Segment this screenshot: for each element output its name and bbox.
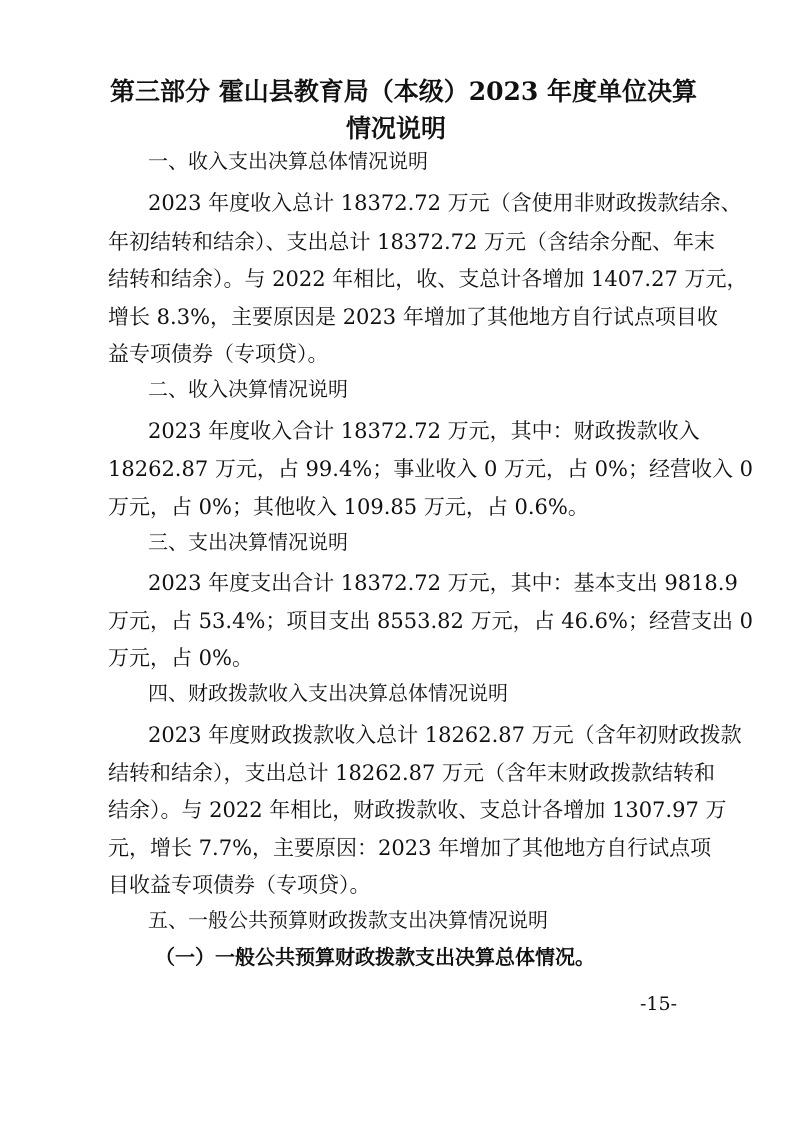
section-1-paragraph-line: 2023 年度收入总计 18372.72 万元（含使用非财政拨款结余、 (148, 191, 742, 215)
section-2-heading: 二、收入决算情况说明 (148, 377, 348, 401)
section-4-paragraph-line: 元，增长 7.7%，主要原因：2023 年增加了其他地方自行试点项 (108, 836, 712, 860)
section-1-paragraph-line: 年初结转和结余）、支出总计 18372.72 万元（含结余分配、年末 (108, 230, 716, 254)
section-2-paragraph-line: 万元，占 0%；其他收入 109.85 万元，占 0.6%。 (108, 495, 589, 519)
section-1-paragraph-line: 结转和结余）。与 2022 年相比，收、支总计各增加 1407.27 万元， (108, 267, 748, 291)
section-5-heading: 五、一般公共预算财政拨款支出决算情况说明 (148, 908, 548, 932)
section-4-paragraph-line: 结转和结余），支出总计 18262.87 万元（含年末财政拨款结转和 (108, 761, 716, 785)
section-2-paragraph-line: 18262.87 万元，占 99.4%；事业收入 0 万元，占 0%；经营收入 0 (108, 457, 753, 481)
section-3-heading: 三、支出决算情况说明 (148, 530, 348, 554)
section-1-heading: 一、收入支出决算总体情况说明 (148, 149, 428, 173)
document-title-line-2: 情况说明 (345, 114, 446, 143)
page-number: -15- (640, 993, 678, 1015)
section-4-paragraph-line: 结余）。与 2022 年相比，财政拨款收、支总计各增加 1307.97 万 (108, 798, 727, 822)
section-1-paragraph-line: 益专项债券（专项贷）。 (108, 342, 329, 366)
section-2-paragraph-line: 2023 年度收入合计 18372.72 万元，其中：财政拨款收入 (148, 419, 700, 443)
section-4-paragraph-line: 2023 年度财政拨款收入总计 18262.87 万元（含年初财政拨款 (148, 723, 742, 747)
section-4-heading: 四、财政拨款收入支出决算总体情况说明 (148, 681, 508, 705)
section-3-paragraph-line: 2023 年度支出合计 18372.72 万元，其中：基本支出 9818.9 (148, 571, 738, 595)
document-title-line-1: 第三部分 霍山县教育局（本级）2023 年度单位决算 (110, 77, 697, 106)
section-4-paragraph-line: 目收益专项债券（专项贷）。 (108, 873, 371, 897)
section-3-paragraph-line: 万元，占 0%。 (108, 646, 253, 670)
section-3-paragraph-line: 万元，占 53.4%；项目支出 8553.82 万元，占 46.6%；经营支出 0 (108, 609, 753, 633)
section-1-paragraph-line: 增长 8.3%，主要原因是 2023 年增加了其他地方自行试点项目收 (108, 305, 718, 329)
subsection-heading: （一）一般公共预算财政拨款支出决算总体情况。 (155, 945, 595, 969)
